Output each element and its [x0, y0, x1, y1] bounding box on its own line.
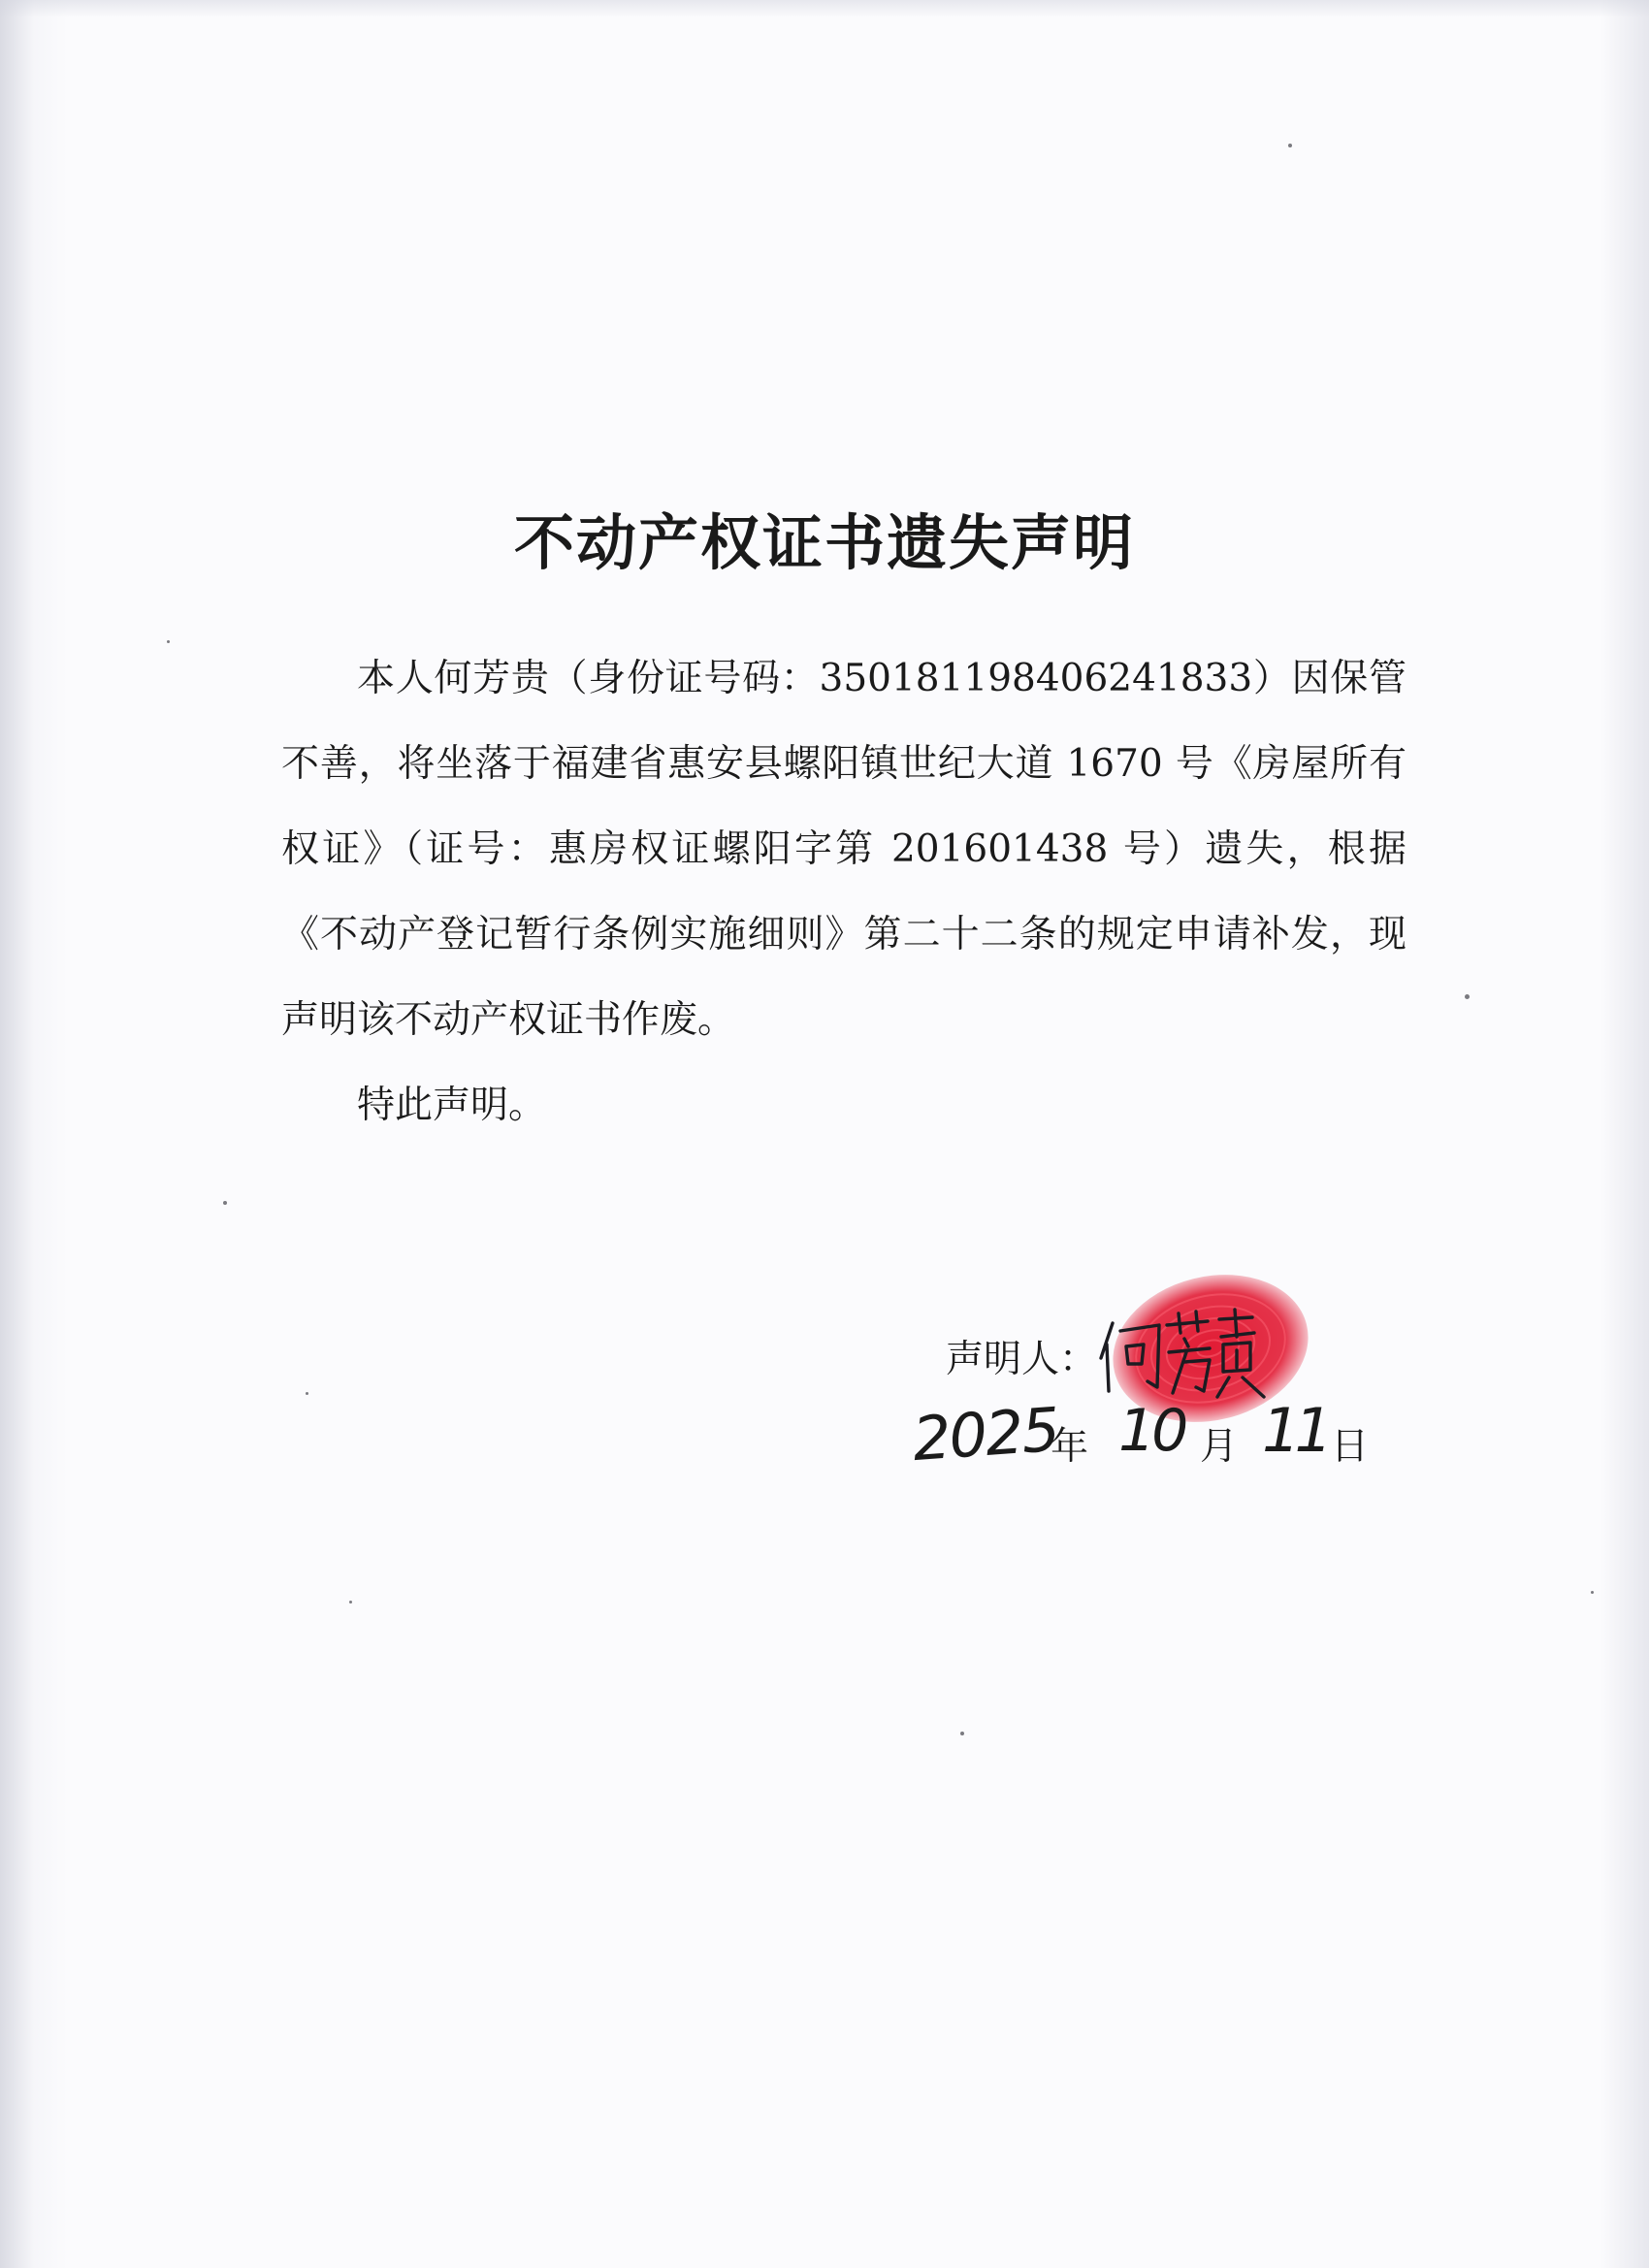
- handwritten-month: 10: [1118, 1397, 1185, 1465]
- handwritten-signature: [1091, 1302, 1266, 1409]
- date-block: [907, 1393, 1392, 1484]
- declaration-body: [281, 636, 1406, 1149]
- declaration-paragraph: 本人何芳贵（身份证号码：350181198406241833）因保管不善，将坐落于福建省惠安县螺阳镇世纪大道 1670 号《房屋所有权证》（证号：惠房权证螺阳字第 201601438 号）遗失，根据《不动产登记暂行条例实施细则》第二十二条的规定申请补发，现声明该不动产权证书作废。: [281, 657, 1406, 1042]
- scan-speck: [223, 1201, 227, 1205]
- day-unit: 日: [1331, 1425, 1370, 1469]
- scan-speck: [1288, 144, 1292, 147]
- scan-shadow-right: [1600, 0, 1649, 2268]
- handwritten-year: 2025: [910, 1393, 1061, 1475]
- scan-shadow-top: [0, 0, 1649, 17]
- scan-speck: [167, 640, 170, 643]
- scan-shadow-left: [0, 0, 68, 2268]
- scan-speck: [1591, 1591, 1594, 1594]
- scan-speck: [960, 1732, 964, 1735]
- year-unit: 年: [1051, 1425, 1089, 1469]
- handwritten-day: 11: [1262, 1395, 1327, 1466]
- closing-statement: 特此声明。: [357, 1084, 547, 1127]
- scan-speck: [349, 1601, 352, 1604]
- scan-speck: [306, 1392, 308, 1395]
- scan-speck: [1465, 994, 1470, 999]
- signature-block: [946, 1310, 1353, 1407]
- month-unit: 月: [1200, 1425, 1239, 1469]
- page-title: 不动产权证书遗失声明: [513, 506, 1135, 578]
- declarant-label: 声明人：: [946, 1338, 1098, 1381]
